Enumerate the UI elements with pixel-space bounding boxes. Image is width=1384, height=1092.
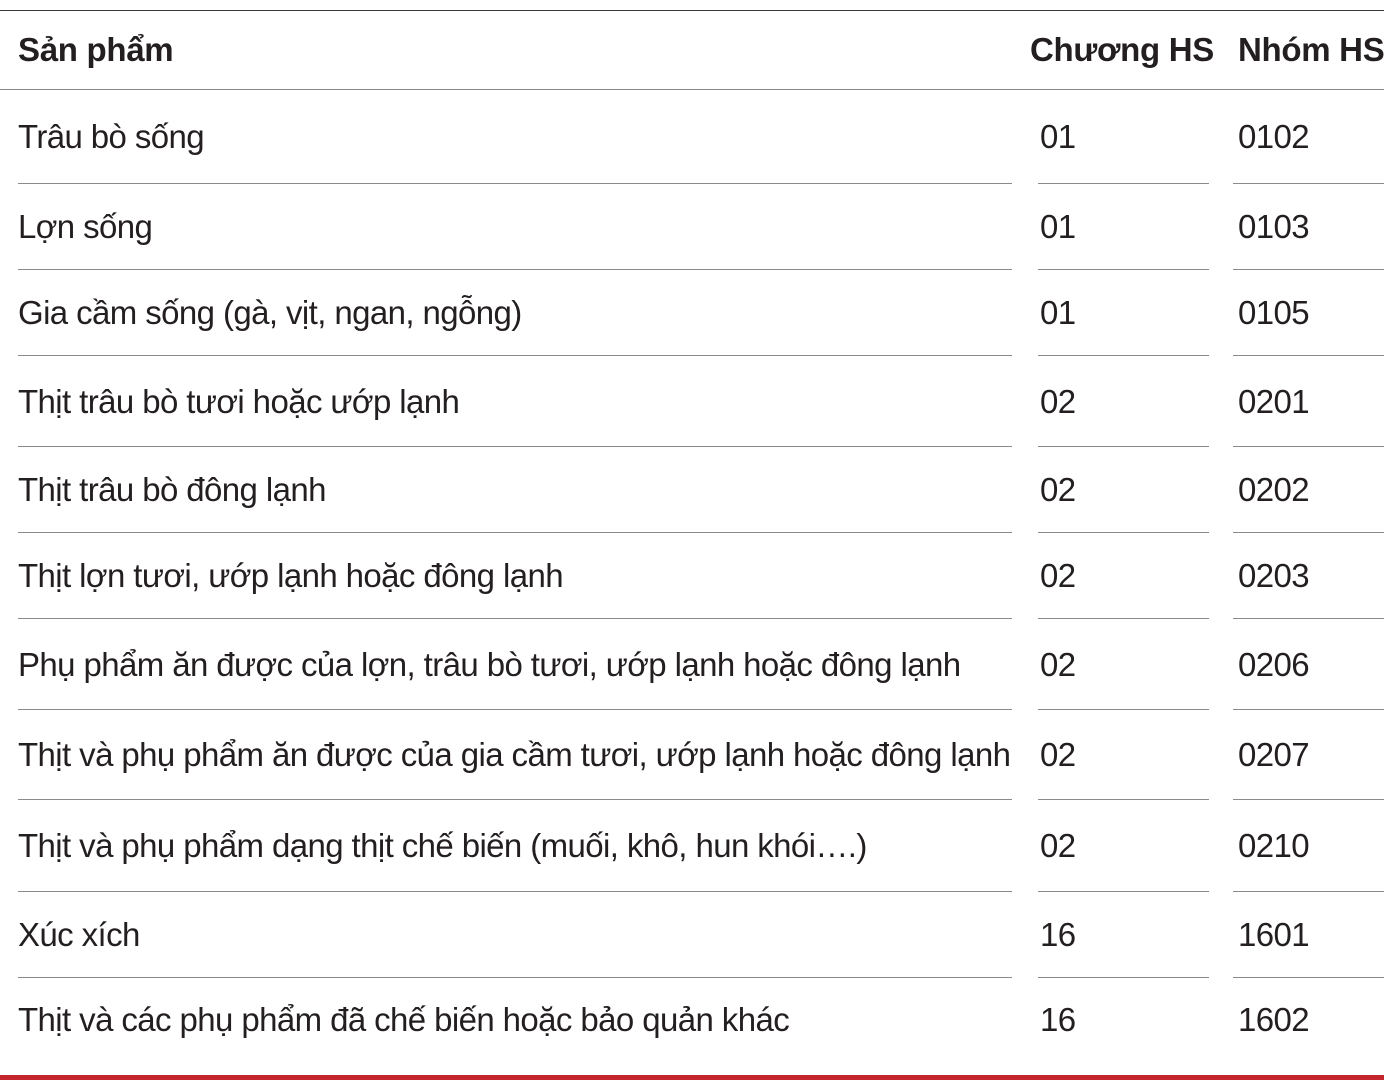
table-row bbox=[0, 447, 1384, 533]
header-product: Sản phẩm bbox=[18, 31, 174, 68]
table-header-row bbox=[0, 10, 1384, 89]
header-hs-chapter: Chương HS bbox=[1030, 31, 1214, 68]
product-cell: Phụ phẩm ăn được của lợn, trâu bò tươi, ướp lạnh hoặc đông lạnh bbox=[18, 645, 961, 683]
hs-chapter-cell: 02 bbox=[1040, 736, 1076, 773]
hs-group-cell: 0105 bbox=[1238, 294, 1310, 331]
hs-chapter-cell: 02 bbox=[1040, 471, 1076, 508]
hs-chapter-cell: 02 bbox=[1040, 645, 1076, 683]
hs-chapter-cell: 02 bbox=[1040, 557, 1076, 594]
hs-group-cell: 0102 bbox=[1238, 117, 1310, 155]
product-cell: Gia cầm sống (gà, vịt, ngan, ngỗng) bbox=[18, 294, 522, 331]
hs-group-cell: 0203 bbox=[1238, 557, 1310, 594]
table-row bbox=[0, 978, 1384, 1062]
hs-chapter-cell: 01 bbox=[1040, 117, 1076, 155]
product-cell: Trâu bò sống bbox=[18, 117, 205, 155]
hs-group-cell: 1602 bbox=[1238, 1001, 1310, 1038]
table-row bbox=[0, 710, 1384, 800]
hs-chapter-cell: 02 bbox=[1040, 827, 1076, 864]
product-cell: Thịt và phụ phẩm ăn được của gia cầm tươi, ướp lạnh hoặc đông lạnh bbox=[18, 736, 1011, 773]
hs-group-cell: 0207 bbox=[1238, 736, 1310, 773]
table-row bbox=[0, 619, 1384, 710]
hs-chapter-cell: 01 bbox=[1040, 208, 1076, 245]
table-row bbox=[0, 800, 1384, 892]
product-cell: Thịt và các phụ phẩm đã chế biến hoặc bảo quản khác bbox=[18, 1001, 790, 1038]
product-cell: Xúc xích bbox=[18, 916, 140, 953]
product-cell: Lợn sống bbox=[18, 208, 153, 245]
table-row bbox=[0, 184, 1384, 270]
hs-group-cell: 0201 bbox=[1238, 382, 1310, 420]
product-cell: Thịt trâu bò đông lạnh bbox=[18, 471, 326, 508]
table-bottom-rule bbox=[0, 1075, 1384, 1080]
hs-group-cell: 0210 bbox=[1238, 827, 1310, 864]
table-row bbox=[0, 89, 1384, 184]
table-row bbox=[0, 533, 1384, 619]
product-cell: Thịt trâu bò tươi hoặc ướp lạnh bbox=[18, 382, 460, 420]
hs-group-cell: 0202 bbox=[1238, 471, 1310, 508]
table-row bbox=[0, 356, 1384, 447]
hs-group-cell: 0206 bbox=[1238, 645, 1310, 683]
product-cell: Thịt lợn tươi, ướp lạnh hoặc đông lạnh bbox=[18, 557, 563, 594]
hs-chapter-cell: 16 bbox=[1040, 916, 1076, 953]
table-row bbox=[0, 892, 1384, 978]
hs-group-cell: 0103 bbox=[1238, 208, 1310, 245]
hs-group-cell: 1601 bbox=[1238, 916, 1310, 953]
header-hs-group: Nhóm HS bbox=[1238, 31, 1384, 68]
hs-chapter-cell: 16 bbox=[1040, 1001, 1076, 1038]
hs-chapter-cell: 02 bbox=[1040, 382, 1076, 420]
table-row bbox=[0, 270, 1384, 356]
product-cell: Thịt và phụ phẩm dạng thịt chế biến (muối, khô, hun khói….) bbox=[18, 827, 867, 864]
hs-chapter-cell: 01 bbox=[1040, 294, 1076, 331]
